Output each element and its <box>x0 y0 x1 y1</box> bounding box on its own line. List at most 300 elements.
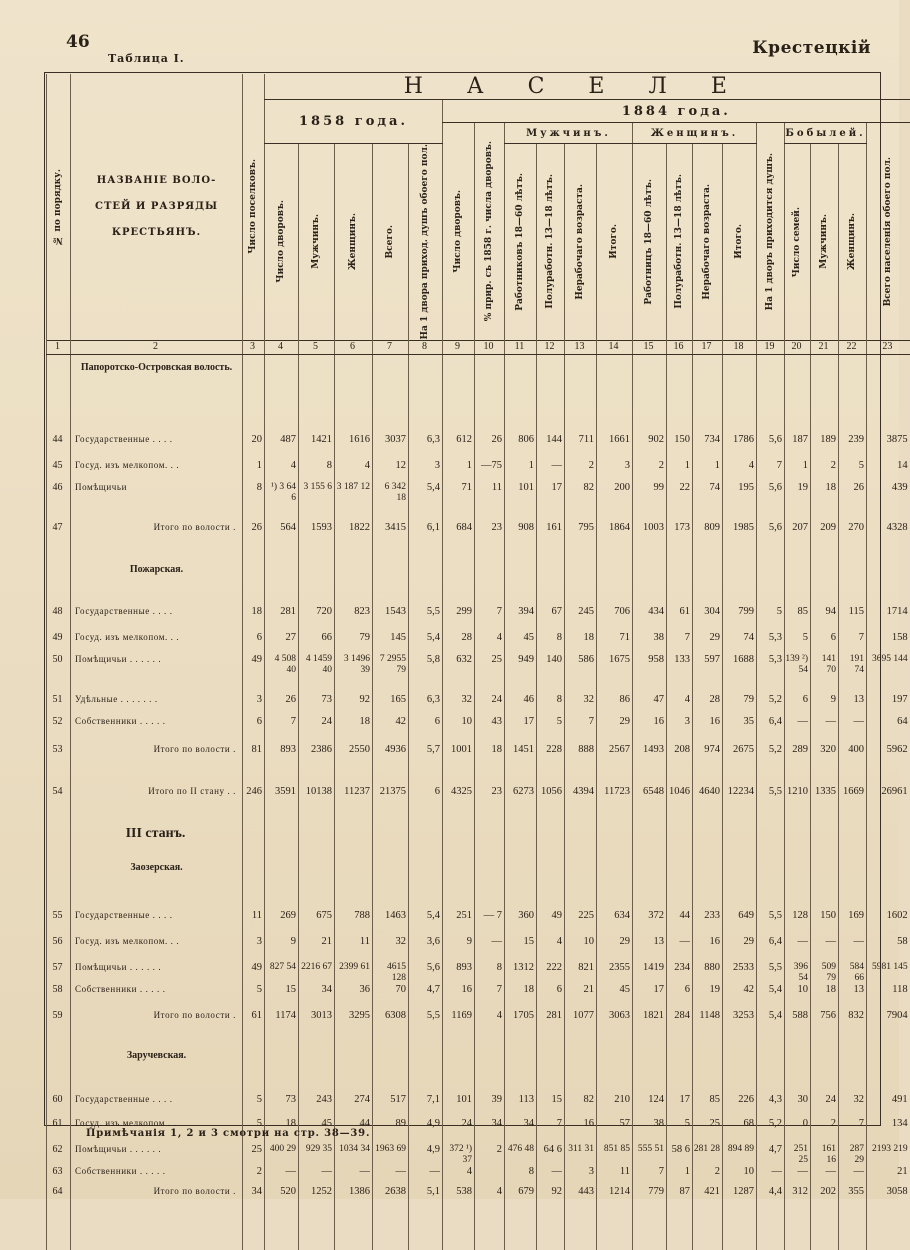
cell-col-3: 3 <box>243 936 265 962</box>
cell-col-15: 902 <box>633 434 667 460</box>
cell-col-6: 1034 34 <box>335 1144 373 1166</box>
cell-col-14: 1214 <box>597 1186 633 1216</box>
row-category: Итого по волости . <box>71 744 243 778</box>
column-number: 16 <box>667 340 693 354</box>
section-title: Заозерская. <box>71 862 243 884</box>
cell-col-19: 5,2 <box>757 694 785 716</box>
cell-col-19: 5 <box>757 606 785 632</box>
cell-col-15: 1493 <box>633 744 667 778</box>
cell-col-4: — <box>265 1166 299 1186</box>
spacer-row <box>47 884 910 910</box>
cell-col-4: 26 <box>265 694 299 716</box>
row-number: 58 <box>47 984 71 1010</box>
c9-header: Число дворовъ. <box>453 189 463 273</box>
spacer-row <box>47 550 910 564</box>
cell-col-7: 6308 <box>373 1010 409 1040</box>
cell-col-23: 26961 <box>867 786 910 816</box>
cell-col-6: 2550 <box>335 744 373 778</box>
cell-col-14: 11723 <box>597 786 633 816</box>
cell-col-15: 1419 <box>633 962 667 984</box>
cell-col-3: 1 <box>243 460 265 482</box>
cell-col-18: 74 <box>723 632 757 654</box>
cell-col-20: 207 <box>785 522 811 550</box>
cell-col-9: 893 <box>443 962 475 984</box>
cell-col-9: 28 <box>443 632 475 654</box>
cell-col-11: 806 <box>505 434 537 460</box>
cell-col-4: 7 <box>265 716 299 744</box>
column-number: 23 <box>867 340 910 354</box>
cell-col-12: 144 <box>537 434 565 460</box>
cell-col-16: 17 <box>667 1094 693 1118</box>
cell-col-9: 299 <box>443 606 475 632</box>
cell-col-15: 1821 <box>633 1010 667 1040</box>
cell-col-13: 4394 <box>565 786 597 816</box>
table-row <box>47 654 910 694</box>
cell-col-3: 81 <box>243 744 265 778</box>
column-number: 11 <box>505 340 537 354</box>
cell-col-21: 6 <box>811 632 839 654</box>
cell-col-8: 6,3 <box>409 694 443 716</box>
cell-col-17: 28 <box>693 694 723 716</box>
cell-col-23: 134 <box>867 1118 910 1144</box>
row-number: 45 <box>47 460 71 482</box>
cell-col-23: 64 <box>867 716 910 744</box>
cell-col-11: 101 <box>505 482 537 522</box>
cell-col-8: 5,5 <box>409 1010 443 1040</box>
cell-col-8: 5,4 <box>409 910 443 936</box>
c13-header: Нерабочаго возраста. <box>575 183 585 300</box>
cell-col-7: 32 <box>373 936 409 962</box>
cell-col-15: 99 <box>633 482 667 522</box>
cell-col-7: 2638 <box>373 1186 409 1216</box>
cell-col-6: 4 <box>335 460 373 482</box>
table-row <box>47 1186 910 1216</box>
cell-col-21: 320 <box>811 744 839 778</box>
table-row <box>47 962 910 984</box>
row-number: 62 <box>47 1144 71 1166</box>
cell-col-8: 3 <box>409 460 443 482</box>
women-header: Женщинъ. <box>633 123 757 144</box>
table-row <box>47 910 910 936</box>
cell-col-5: 8 <box>299 460 335 482</box>
cell-col-18: 2675 <box>723 744 757 778</box>
cell-col-12: 4 <box>537 936 565 962</box>
cell-col-18: 1688 <box>723 654 757 694</box>
cell-col-20: 128 <box>785 910 811 936</box>
column-number: 6 <box>335 340 373 354</box>
cell-col-16: 4 <box>667 694 693 716</box>
table-row <box>47 744 910 778</box>
cell-col-20: 139 ²) 54 <box>785 654 811 694</box>
cell-col-11: 1312 <box>505 962 537 984</box>
cell-col-4: 400 29 <box>265 1144 299 1166</box>
table-row <box>47 936 910 962</box>
cell-col-16: 150 <box>667 434 693 460</box>
cell-col-8: — <box>409 1166 443 1186</box>
cell-col-4: 487 <box>265 434 299 460</box>
cell-col-10 <box>475 1166 505 1186</box>
row-number: 54 <box>47 786 71 816</box>
cell-col-16: 1 <box>667 1166 693 1186</box>
col-name-line1: НАЗВАНІЕ ВОЛО- <box>96 174 217 186</box>
year-1858-header: 1858 года. <box>265 100 443 144</box>
cell-col-7: 21375 <box>373 786 409 816</box>
cell-col-20: — <box>785 936 811 962</box>
cell-col-13: 245 <box>565 606 597 632</box>
column-number: 14 <box>597 340 633 354</box>
cell-col-14: 210 <box>597 1094 633 1118</box>
column-number: 5 <box>299 340 335 354</box>
cell-col-13: 311 31 <box>565 1144 597 1166</box>
cell-col-19: 5,6 <box>757 522 785 550</box>
cell-col-14: 634 <box>597 910 633 936</box>
cell-col-11: 949 <box>505 654 537 694</box>
cell-col-9: 684 <box>443 522 475 550</box>
cell-col-9: 372 ¹) 37 <box>443 1144 475 1166</box>
cell-col-16: 87 <box>667 1186 693 1216</box>
cell-col-13: 7 <box>565 716 597 744</box>
cell-col-20: 1210 <box>785 786 811 816</box>
cell-col-9: 4325 <box>443 786 475 816</box>
cell-col-6: 44 <box>335 1118 373 1144</box>
table-row <box>47 522 910 550</box>
cell-col-22: 13 <box>839 984 867 1010</box>
cell-col-7: 12 <box>373 460 409 482</box>
cell-col-5: 2216 67 <box>299 962 335 984</box>
column-number: 18 <box>723 340 757 354</box>
cell-col-3: 6 <box>243 716 265 744</box>
spacer-row <box>47 354 910 362</box>
cell-col-10: 18 <box>475 744 505 778</box>
row-category: Государственные . . . . <box>71 1094 243 1118</box>
cell-col-22: 115 <box>839 606 867 632</box>
cell-col-7: 517 <box>373 1094 409 1118</box>
cell-col-6: 18 <box>335 716 373 744</box>
row-category: Помѣщичьи <box>71 482 243 522</box>
cell-col-10: 8 <box>475 962 505 984</box>
cell-col-19: 4,3 <box>757 1094 785 1118</box>
cell-col-5: 929 35 <box>299 1144 335 1166</box>
cell-col-17: 281 28 <box>693 1144 723 1166</box>
cell-col-16: 234 <box>667 962 693 984</box>
column-number: 2 <box>71 340 243 354</box>
cell-col-21: — <box>811 936 839 962</box>
cell-col-20: 187 <box>785 434 811 460</box>
cell-col-8: 6 <box>409 716 443 744</box>
cell-col-22: 7 <box>839 1118 867 1144</box>
cell-col-22: 287 29 <box>839 1144 867 1166</box>
cell-col-23: 3875 <box>867 434 910 460</box>
cell-col-14: 29 <box>597 936 633 962</box>
cell-col-18: 1287 <box>723 1186 757 1216</box>
cell-col-20: 289 <box>785 744 811 778</box>
cell-col-9: 9 <box>443 936 475 962</box>
bobyli-header: Бобылей. <box>785 123 867 144</box>
row-category: Собственники . . . . . <box>71 984 243 1010</box>
cell-col-9: 1 <box>443 460 475 482</box>
cell-col-3: 5 <box>243 1094 265 1118</box>
cell-col-20: 0 <box>785 1118 811 1144</box>
cell-col-23: 21 <box>867 1166 910 1186</box>
cell-col-13: 821 <box>565 962 597 984</box>
cell-col-13: 795 <box>565 522 597 550</box>
c20-header: Число семей. <box>792 206 802 277</box>
cell-col-19: 5,3 <box>757 632 785 654</box>
cell-col-5: — <box>299 1166 335 1186</box>
cell-col-17: 25 <box>693 1118 723 1144</box>
col-name-line3: КРЕСТЬЯНЪ. <box>111 226 202 238</box>
cell-col-17: 880 <box>693 962 723 984</box>
table-row <box>47 984 910 1010</box>
c6-header: Женщинъ. <box>348 213 358 271</box>
table-row <box>47 434 910 460</box>
cell-col-23: 158 <box>867 632 910 654</box>
cell-col-4: 27 <box>265 632 299 654</box>
cell-col-23: 7904 <box>867 1010 910 1040</box>
section-title: Заручевская. <box>71 1050 243 1074</box>
cell-col-17: 16 <box>693 936 723 962</box>
cell-col-21: — <box>811 716 839 744</box>
cell-col-5: 1593 <box>299 522 335 550</box>
cell-col-15: 38 <box>633 1118 667 1144</box>
cell-col-12: — <box>537 1166 565 1186</box>
cell-col-13: 3 <box>565 1166 597 1186</box>
cell-col-22: 355 <box>839 1186 867 1216</box>
cell-col-12: 8 <box>537 694 565 716</box>
cell-col-5: 73 <box>299 694 335 716</box>
cell-col-6: 36 <box>335 984 373 1010</box>
row-number: 64 <box>47 1186 71 1216</box>
cell-col-4: 9 <box>265 936 299 962</box>
cell-col-13: 21 <box>565 984 597 1010</box>
cell-col-14: 1675 <box>597 654 633 694</box>
cell-col-13: 1077 <box>565 1010 597 1040</box>
cell-col-17: 19 <box>693 984 723 1010</box>
cell-col-9: 1169 <box>443 1010 475 1040</box>
column-number: 21 <box>811 340 839 354</box>
cell-col-5: 24 <box>299 716 335 744</box>
cell-col-22: 400 <box>839 744 867 778</box>
cell-col-21: 189 <box>811 434 839 460</box>
c21-header: Мужчинъ. <box>819 214 829 270</box>
section-row <box>47 862 910 884</box>
cell-col-19: 5,3 <box>757 654 785 694</box>
cell-col-8: 5,4 <box>409 632 443 654</box>
cell-col-11: 1451 <box>505 744 537 778</box>
cell-col-20: 19 <box>785 482 811 522</box>
cell-col-12: 17 <box>537 482 565 522</box>
cell-col-14: 86 <box>597 694 633 716</box>
cell-col-17: 233 <box>693 910 723 936</box>
column-number: 8 <box>409 340 443 354</box>
cell-col-22: 239 <box>839 434 867 460</box>
cell-col-13: 82 <box>565 482 597 522</box>
row-category: Удѣльные . . . . . . . <box>71 694 243 716</box>
cell-col-11: 6273 <box>505 786 537 816</box>
cell-col-19: 5,4 <box>757 1010 785 1040</box>
cell-col-6: 79 <box>335 632 373 654</box>
cell-col-18: 226 <box>723 1094 757 1118</box>
cell-col-16: — <box>667 936 693 962</box>
cell-col-21: 18 <box>811 482 839 522</box>
cell-col-21: 509 79 <box>811 962 839 984</box>
spacer-row <box>47 816 910 826</box>
cell-col-5: 10138 <box>299 786 335 816</box>
spacer-row <box>47 1074 910 1094</box>
cell-col-6: 11237 <box>335 786 373 816</box>
table-row <box>47 716 910 744</box>
cell-col-12: 92 <box>537 1186 565 1216</box>
cell-col-8: 3,6 <box>409 936 443 962</box>
row-category: Госуд. изъ мелкопом. . . <box>71 632 243 654</box>
cell-col-10: — 7 <box>475 910 505 936</box>
cell-col-21: 94 <box>811 606 839 632</box>
cell-col-14: 851 85 <box>597 1144 633 1166</box>
cell-col-16: 6 <box>667 984 693 1010</box>
cell-col-10: 34 <box>475 1118 505 1144</box>
cell-col-4: 15 <box>265 984 299 1010</box>
cell-col-17: 421 <box>693 1186 723 1216</box>
cell-col-3: 26 <box>243 522 265 550</box>
cell-col-15: 13 <box>633 936 667 962</box>
cell-col-7: 70 <box>373 984 409 1010</box>
column-number: 9 <box>443 340 475 354</box>
cell-col-13: 32 <box>565 694 597 716</box>
cell-col-8: 6,1 <box>409 522 443 550</box>
cell-col-3: 5 <box>243 984 265 1010</box>
cell-col-11: 476 48 <box>505 1144 537 1166</box>
cell-col-14: 57 <box>597 1118 633 1144</box>
cell-col-8: 4,7 <box>409 984 443 1010</box>
cell-col-3: 246 <box>243 786 265 816</box>
c17-header: Нерабочаго возраста. <box>702 183 712 300</box>
cell-col-14: 1864 <box>597 522 633 550</box>
cell-col-3: 6 <box>243 632 265 654</box>
table-row <box>47 786 910 816</box>
cell-col-4: 564 <box>265 522 299 550</box>
row-number: 50 <box>47 654 71 694</box>
cell-col-19: 6,4 <box>757 716 785 744</box>
cell-col-16: 5 <box>667 1118 693 1144</box>
cell-col-14: 2355 <box>597 962 633 984</box>
row-number: 60 <box>47 1094 71 1118</box>
cell-col-20: 1 <box>785 460 811 482</box>
section-row <box>47 362 910 412</box>
cell-col-10: 11 <box>475 482 505 522</box>
table-row <box>47 482 910 522</box>
cell-col-18: 4 <box>723 460 757 482</box>
cell-col-5: 3 155 6 <box>299 482 335 522</box>
cell-col-12: 161 <box>537 522 565 550</box>
cell-col-21: 150 <box>811 910 839 936</box>
c10-header: % прир. съ 1858 г. числа дворовъ. <box>484 141 494 322</box>
cell-col-7: — <box>373 1166 409 1186</box>
cell-col-15: 47 <box>633 694 667 716</box>
cell-col-21: — <box>811 1166 839 1186</box>
cell-col-15: 38 <box>633 632 667 654</box>
cell-col-11: 18 <box>505 984 537 1010</box>
cell-col-23: 3695 144 <box>867 654 910 694</box>
cell-col-23: 1602 <box>867 910 910 936</box>
cell-col-5: 3013 <box>299 1010 335 1040</box>
cell-col-21: 18 <box>811 984 839 1010</box>
cell-col-12: — <box>537 460 565 482</box>
cell-col-17: 304 <box>693 606 723 632</box>
c5-header: Мужчинъ. <box>311 214 321 270</box>
cell-col-16: 3 <box>667 716 693 744</box>
cell-col-11: 46 <box>505 694 537 716</box>
cell-col-6: 11 <box>335 936 373 962</box>
cell-col-17: 2 <box>693 1166 723 1186</box>
cell-col-12: 6 <box>537 984 565 1010</box>
cell-col-4: 73 <box>265 1094 299 1118</box>
cell-col-21: 141 70 <box>811 654 839 694</box>
cell-col-21: 161 16 <box>811 1144 839 1166</box>
cell-col-19: 5,6 <box>757 434 785 460</box>
column-number: 1 <box>47 340 71 354</box>
cell-col-9: 612 <box>443 434 475 460</box>
cell-col-10: 4 <box>475 1010 505 1040</box>
cell-col-23: 1714 <box>867 606 910 632</box>
cell-col-3: 11 <box>243 910 265 936</box>
row-number: 44 <box>47 434 71 460</box>
cell-col-18: 799 <box>723 606 757 632</box>
cell-col-23: 58 <box>867 936 910 962</box>
table-row <box>47 1010 910 1040</box>
cell-col-8: 5,5 <box>409 606 443 632</box>
cell-col-9: 1001 <box>443 744 475 778</box>
cell-col-6: 1386 <box>335 1186 373 1216</box>
cell-col-19: 5,5 <box>757 910 785 936</box>
cell-col-9: 16 <box>443 984 475 1010</box>
cell-col-11: 45 <box>505 632 537 654</box>
cell-col-17: 74 <box>693 482 723 522</box>
cell-col-11: 8 <box>505 1166 537 1186</box>
cell-col-21: 2 <box>811 460 839 482</box>
cell-col-22: — <box>839 716 867 744</box>
c18-header: Итого. <box>734 224 744 260</box>
cell-col-8: 5,8 <box>409 654 443 694</box>
cell-col-7: 145 <box>373 632 409 654</box>
cell-col-16: 1046 <box>667 786 693 816</box>
table-row <box>47 1144 910 1166</box>
col-name-line2: СТЕЙ И РАЗРЯДЫ <box>94 200 218 212</box>
cell-col-11: 17 <box>505 716 537 744</box>
cell-col-16: 44 <box>667 910 693 936</box>
cell-col-15: 555 51 <box>633 1144 667 1166</box>
row-category: Помѣщичьи . . . . . . <box>71 962 243 984</box>
spacer-row <box>47 852 910 862</box>
cell-col-5: 45 <box>299 1118 335 1144</box>
cell-col-10: — <box>475 936 505 962</box>
spacer-row <box>47 584 910 606</box>
cell-col-22: 584 66 <box>839 962 867 984</box>
row-category: Итого по II стану . . <box>71 786 243 816</box>
cell-col-19: — <box>757 1166 785 1186</box>
row-category: Госуд. изъ мелкопом. . . <box>71 460 243 482</box>
cell-col-9: 24 <box>443 1118 475 1144</box>
cell-col-10: 7 <box>475 606 505 632</box>
row-category: Собственники . . . . . <box>71 1166 243 1186</box>
cell-col-15: 779 <box>633 1186 667 1216</box>
cell-col-21: 756 <box>811 1010 839 1040</box>
cell-col-16: 22 <box>667 482 693 522</box>
cell-col-13: 586 <box>565 654 597 694</box>
table-row <box>47 694 910 716</box>
cell-col-10: 2 <box>475 1144 505 1166</box>
cell-col-9: 251 <box>443 910 475 936</box>
cell-col-22: 191 74 <box>839 654 867 694</box>
